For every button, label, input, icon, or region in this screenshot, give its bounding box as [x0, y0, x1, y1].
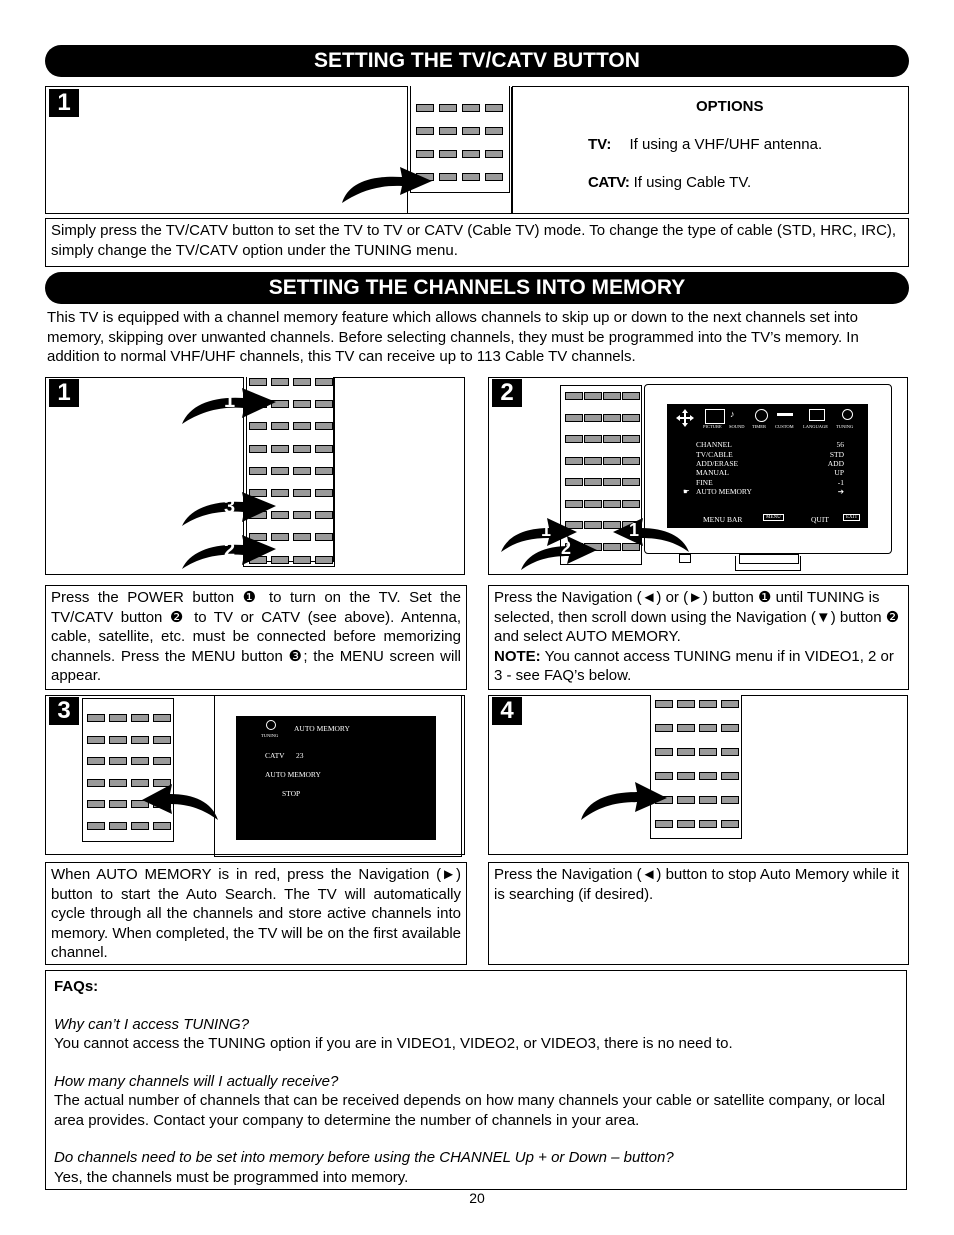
- catv-option-label: CATV:: [588, 174, 630, 191]
- remote-key: [315, 445, 333, 453]
- step-2-text-box: [488, 585, 909, 690]
- callout-3: 3: [224, 496, 236, 518]
- remote-key: [603, 414, 621, 422]
- remote-key: [293, 556, 311, 564]
- remote-key: [677, 820, 695, 828]
- remote-key: [603, 500, 621, 508]
- remote-key: [293, 400, 311, 408]
- callout-1: 1: [541, 520, 552, 540]
- remote-key: [721, 772, 739, 780]
- remote-key: [584, 500, 602, 508]
- navigation-cross-icon: [675, 408, 695, 428]
- exit-button-label: EXIT: [843, 514, 860, 521]
- remote-key: [699, 772, 717, 780]
- remote-key: [109, 822, 127, 830]
- remote-key: [87, 757, 105, 765]
- remote-key: [603, 478, 621, 486]
- step-2-figure: [488, 377, 908, 575]
- remote-key: [622, 392, 640, 400]
- remote-key: [109, 714, 127, 722]
- callout-arrow-2-icon: [519, 536, 599, 576]
- remote-key: [249, 378, 267, 386]
- options-title: OPTIONS: [696, 98, 764, 115]
- menu-icon-label-picture: PICTURE: [703, 424, 722, 429]
- menu-row-value: 56: [836, 440, 844, 449]
- remote-key: [655, 724, 673, 732]
- tv-option-label: TV:: [588, 136, 612, 153]
- menu-button-label: MENU: [763, 514, 784, 521]
- remote-key: [584, 414, 602, 422]
- catv-option-text: If using Cable TV.: [633, 174, 752, 191]
- screen-header: AUTO MEMORY: [294, 724, 350, 733]
- step-4-instructions: Press the Navigation (◄) button to stop Auto Memory while it is searching (if desired).: [494, 866, 900, 903]
- menu-row-value: STD: [829, 450, 844, 459]
- tv-catv-description: Simply press the TV/CATV button to set the TV to TV or CATV (Cable TV) mode. To change the type of cable (STD, HRC, IRC), simply change the TV/CATV option under the TUNING menu.: [51, 222, 897, 259]
- remote-key: [153, 714, 171, 722]
- channel-number: 23: [296, 751, 304, 760]
- remote-key: [603, 435, 621, 443]
- menu-pointer-icon: ☛: [683, 487, 690, 496]
- remote-key: [153, 736, 171, 744]
- faq-title: FAQs:: [54, 978, 99, 995]
- remote-key: [109, 757, 127, 765]
- picture-icon: [705, 409, 725, 424]
- quit-label: QUIT: [811, 515, 829, 524]
- remote-key: [271, 467, 289, 475]
- auto-memory-line: AUTO MEMORY: [265, 770, 321, 779]
- remote-key: [584, 435, 602, 443]
- pointer-arrow-icon: [140, 784, 220, 824]
- note-label: NOTE:: [494, 647, 541, 665]
- pointer-arrow-icon: [340, 159, 440, 209]
- menu-row-label: CHANNEL: [696, 440, 732, 449]
- catv-label: CATV: [265, 751, 285, 760]
- remote-key: [87, 714, 105, 722]
- faq-answer: You cannot access the TUNING option if you are in VIDEO1, VIDEO2, or VIDEO3, there is no need to.: [54, 1035, 733, 1052]
- menu-row-value: ADD: [827, 459, 844, 468]
- faq-box: [45, 970, 907, 1190]
- step-1-instructions: Press the POWER button ❶ to turn on the TV. Set the TV/CATV button ❷ to TV or CATV (see above). Antenna, cable, satellite, etc. must be connected before memorizing channels. Press the MENU button ❸; the MENU screen will appear.: [51, 589, 461, 684]
- stop-option: STOP: [282, 789, 301, 798]
- sound-icon: ♪: [730, 409, 735, 419]
- callout-arrow-1b-icon: [611, 518, 691, 558]
- menu-icon-label-custom: CUSTOM: [775, 424, 794, 429]
- remote-key: [622, 500, 640, 508]
- remote-key: [603, 392, 621, 400]
- remote-key: [249, 467, 267, 475]
- remote-key: [293, 511, 311, 519]
- remote-key: [677, 772, 695, 780]
- remote-key: [315, 467, 333, 475]
- remote-key: [315, 556, 333, 564]
- step-3-figure: [45, 695, 465, 855]
- menu-row-value: -1: [837, 478, 844, 487]
- remote-key: [699, 700, 717, 708]
- remote-key: [565, 435, 583, 443]
- tv-catv-figure-box: [45, 86, 909, 214]
- remote-key: [677, 748, 695, 756]
- remote-key: [293, 489, 311, 497]
- remote-key: [293, 467, 311, 475]
- remote-key: [565, 392, 583, 400]
- remote-key: [699, 796, 717, 804]
- step-number: 4: [492, 697, 522, 725]
- remote-key: [584, 521, 602, 529]
- note-text: You cannot access TUNING menu if in VIDEO1, 2 or 3 - see FAQ’s below.: [494, 647, 894, 684]
- tuning-icon: [842, 409, 853, 420]
- remote-key: [315, 489, 333, 497]
- section-header-channel-memory: SETTING THE CHANNELS INTO MEMORY: [45, 272, 909, 304]
- step-1-text-box: [45, 585, 467, 690]
- remote-key: [721, 820, 739, 828]
- remote-key: [109, 779, 127, 787]
- tuning-menu-screen: [667, 404, 868, 528]
- remote-key: [565, 478, 583, 486]
- menu-icon-label-sound: SOUND: [729, 424, 745, 429]
- step-number: 3: [49, 697, 79, 725]
- channel-memory-intro: This TV is equipped with a channel memory feature which allows channels to skip up or down to the next channels set into memory, skipping over unwanted channels. Before selecting channels, they must be programmed into the TV’s memory. In addition to normal VHF/UHF channels, this TV can receive up to 113 Cable TV channels.: [47, 309, 859, 365]
- language-icon: [809, 409, 825, 421]
- custom-icon: [777, 413, 793, 416]
- step-1-figure: [45, 377, 465, 575]
- remote-key: [249, 445, 267, 453]
- auto-memory-screen: [236, 716, 436, 840]
- remote-key: [699, 820, 717, 828]
- menu-icon-label-tuning: TUNING: [836, 424, 854, 429]
- remote-key: [655, 772, 673, 780]
- step-4-text-box: [488, 862, 909, 965]
- tv-control-panel: [739, 554, 799, 564]
- section-header-tv-catv: SETTING THE TV/CATV BUTTON: [45, 45, 909, 77]
- menu-row-label: TV/CABLE: [696, 450, 733, 459]
- step-3-instructions: When AUTO MEMORY is in red, press the Navigation (►) button to start the Auto Search. The TV will automatically cycle through all the channels and store active channels into memory. When completed, the TV will be on the first available channel.: [51, 866, 461, 961]
- remote-key: [622, 478, 640, 486]
- remote-key: [721, 748, 739, 756]
- step-4-figure: [488, 695, 908, 855]
- remote-key: [315, 422, 333, 430]
- remote-key: [315, 511, 333, 519]
- remote-key: [721, 796, 739, 804]
- remote-key: [565, 500, 583, 508]
- step-number: 1: [49, 89, 79, 117]
- remote-key: [584, 478, 602, 486]
- pointer-arrow-icon: [579, 780, 671, 824]
- tv-catv-description-box: [45, 218, 909, 267]
- menu-icon-label-language: LANGUAGE: [803, 424, 828, 429]
- step-2-instructions: Press the Navigation (◄) or (►) button ❶ until TUNING is selected, then scroll down using the Navigation (▼) button ❷ and select AUTO MEMORY.: [494, 589, 900, 645]
- menu-row-label: MANUAL: [696, 468, 729, 477]
- tuning-icon-label: TUNING: [261, 733, 279, 738]
- remote-key: [622, 435, 640, 443]
- tuning-icon: [266, 720, 276, 730]
- remote-key: [131, 714, 149, 722]
- menu-row-label: AUTO MEMORY: [696, 487, 752, 496]
- remote-key: [131, 736, 149, 744]
- remote-key: [655, 748, 673, 756]
- step-3-text-box: [45, 862, 467, 965]
- callout-2: 2: [561, 538, 572, 558]
- remote-key: [565, 457, 583, 465]
- remote-key: [315, 533, 333, 541]
- remote-key: [699, 724, 717, 732]
- remote-key: [584, 457, 602, 465]
- menu-bar-label: MENU BAR: [703, 515, 743, 524]
- faq-question: Why can’t I access TUNING?: [54, 1015, 250, 1033]
- remote-key: [584, 392, 602, 400]
- step-number: 1: [49, 379, 79, 407]
- remote-key: [271, 445, 289, 453]
- remote-key: [622, 414, 640, 422]
- remote-key: [87, 736, 105, 744]
- remote-key: [293, 378, 311, 386]
- remote-key: [87, 822, 105, 830]
- faq-question: How many channels will I actually receive?: [54, 1072, 339, 1090]
- tv-option-text: If using a VHF/UHF antenna.: [629, 136, 823, 153]
- callout-1: 1: [224, 390, 236, 412]
- remote-key: [622, 457, 640, 465]
- remote-key: [271, 378, 289, 386]
- remote-key: [315, 378, 333, 386]
- remote-key: [109, 736, 127, 744]
- remote-key: [109, 800, 127, 808]
- remote-key: [315, 400, 333, 408]
- remote-key: [721, 724, 739, 732]
- remote-key: [699, 748, 717, 756]
- remote-key: [721, 700, 739, 708]
- step-number: 2: [492, 379, 522, 407]
- menu-icon-label-timer: TIMER: [752, 424, 766, 429]
- remote-key: [87, 779, 105, 787]
- remote-key: [677, 796, 695, 804]
- remote-key: [677, 700, 695, 708]
- menu-row-label: FINE: [696, 478, 713, 487]
- remote-key: [565, 414, 583, 422]
- remote-key: [293, 422, 311, 430]
- callout-1b: 1: [629, 520, 640, 540]
- timer-icon: [755, 409, 768, 422]
- menu-row-value: ➔: [837, 487, 844, 496]
- remote-key: [677, 724, 695, 732]
- faq-question: Do channels need to be set into memory before using the CHANNEL Up + or Down – button?: [54, 1149, 674, 1166]
- menu-row-value: UP: [834, 468, 844, 477]
- menu-row-label: ADD/ERASE: [696, 459, 739, 468]
- remote-key: [293, 445, 311, 453]
- page-number: 20: [469, 1190, 485, 1206]
- callout-2: 2: [224, 539, 236, 561]
- remote-key: [153, 757, 171, 765]
- remote-key: [603, 457, 621, 465]
- remote-key: [293, 533, 311, 541]
- faq-answer: Yes, the channels must be programmed into memory.: [54, 1168, 409, 1186]
- remote-key: [655, 700, 673, 708]
- remote-key: [131, 757, 149, 765]
- remote-key: [87, 800, 105, 808]
- faq-answer: The actual number of channels that can be received depends on how many channels your cable or satellite company, or local area provides. Contact your company to determine the number of channels in your area.: [54, 1092, 886, 1129]
